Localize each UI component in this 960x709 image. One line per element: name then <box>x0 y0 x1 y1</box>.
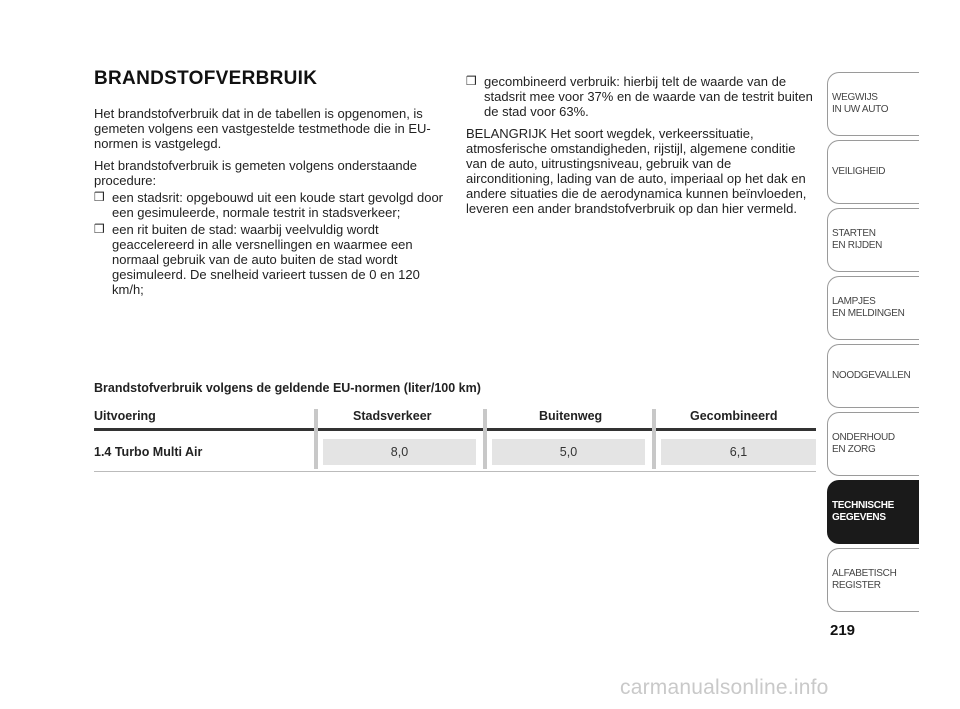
list-item-text: een rit buiten de stad: waarbij veelvuldig wordt geaccelereerd in alle versnellingen en waarmee een normaal gebruik van de auto buiten de stad wordt gesimuleerd. De snelheid varieert tussen de 0 en 120 km/h; <box>112 222 420 297</box>
checkbox-bullet-icon: ❒ <box>94 190 105 204</box>
table-cell-version: 1.4 Turbo Multi Air <box>94 445 203 459</box>
tab-wegwijs[interactable] <box>827 72 919 136</box>
tab-noodgevallen[interactable] <box>827 344 919 408</box>
tab-onderhoud[interactable] <box>827 412 919 476</box>
table-cell-highway: 5,0 <box>492 439 645 465</box>
column-divider <box>314 409 318 469</box>
checkbox-bullet-icon: ❒ <box>466 74 477 88</box>
list-item <box>94 222 446 297</box>
checkbox-bullet-icon: ❒ <box>94 222 105 236</box>
tab-label: WEGWIJS IN UW AUTO <box>832 92 889 115</box>
page-title: BRANDSTOFVERBRUIK <box>94 68 318 89</box>
table-header-highway: Buitenweg <box>539 409 603 423</box>
watermark: carmanualsonline.info <box>620 676 829 699</box>
list-item <box>94 190 446 220</box>
table-cell-combined: 6,1 <box>661 439 816 465</box>
column-divider <box>652 409 656 469</box>
column-divider <box>483 409 487 469</box>
tab-label: LAMPJES EN MELDINGEN <box>832 296 905 319</box>
tab-label: ALFABETISCH REGISTER <box>832 568 897 591</box>
intro-paragraph: Het brandstofverbruik dat in de tabellen is opgenomen, is gemeten volgens een vastgestelde testmethode die in EU-normen is vastgelegd. <box>94 106 431 151</box>
left-column <box>94 106 446 299</box>
important-note: BELANGRIJK Het soort wegdek, verkeerssituatie, atmosferische omstandigheden, rijstijl, algemene conditie van de auto, uitrustingsniveau, gebruik van de airconditioning, lading van de auto, imperiaal op het dak en andere situaties die de aerodynamica kunnen beïnvloeden, leveren een ander brandstofverbruik op dan hier vermeld. <box>466 126 807 216</box>
page-number: 219 <box>830 622 856 639</box>
tab-lampjes[interactable] <box>827 276 919 340</box>
table-header-city: Stadsverkeer <box>353 409 432 423</box>
list-item-text: gecombineerd verbruik: hierbij telt de waarde van de stadsrit mee voor 37% en de waarde van de testrit buiten de stad voor 63%. <box>484 74 813 119</box>
list-item <box>466 74 820 119</box>
table-bottom-divider <box>94 471 816 472</box>
procedure-paragraph: Het brandstofverbruik is gemeten volgens onderstaande procedure: <box>94 158 418 188</box>
tab-label: STARTEN EN RIJDEN <box>832 228 883 251</box>
tab-alfabetisch-register[interactable] <box>827 548 919 612</box>
table-caption: Brandstofverbruik volgens de geldende EU-normen (liter/100 km) <box>94 381 481 395</box>
table-header-combined: Gecombineerd <box>690 409 778 423</box>
list-item-text: een stadsrit: opgebouwd uit een koude start gevolgd door een gesimuleerde, normale testrit in stadsverkeer; <box>112 190 444 220</box>
table-cell-city: 8,0 <box>323 439 476 465</box>
tab-label: NOODGEVALLEN <box>832 370 911 381</box>
tab-label: TECHNISCHE GEGEVENS <box>832 500 895 523</box>
tab-veiligheid[interactable] <box>827 140 919 204</box>
table-header-divider <box>94 428 816 431</box>
tab-label: ONDERHOUD EN ZORG <box>832 432 895 455</box>
right-column <box>466 74 820 223</box>
tab-starten[interactable] <box>827 208 919 272</box>
table-header-version: Uitvoering <box>94 409 156 423</box>
tab-label: VEILIGHEID <box>832 166 886 177</box>
tab-technische-gegevens[interactable] <box>827 480 919 544</box>
